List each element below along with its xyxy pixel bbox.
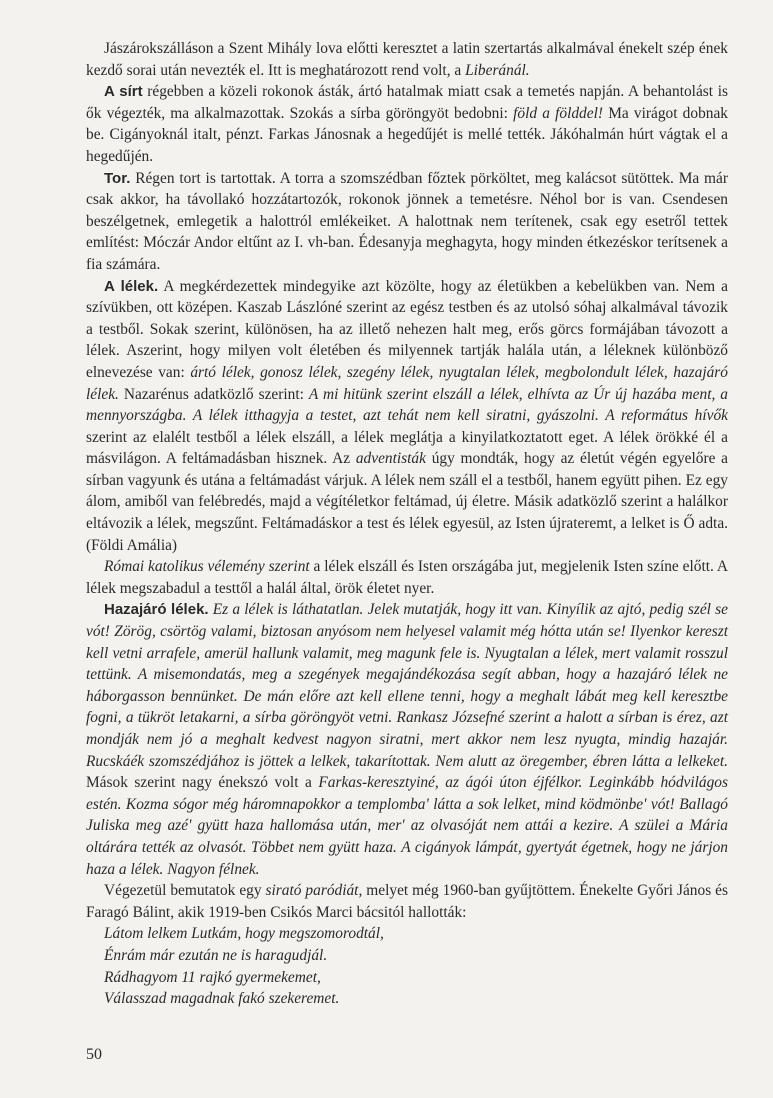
text-run: Mások szerint nagy énekszó volt a xyxy=(86,774,319,792)
verse-line: Énrám már ezután ne is haragudjál. xyxy=(104,946,328,964)
italic-text: Farkas-keresztyiné, az ágói úton éjfélkor. Leginkább hódvilágos estén. Kozma sógor még háromnapokkor a templomba' látta a sok lelket, mind ködmönbe' vót! Ballagó Juliska meg azé' gyütt haza hallomása után, mer' az olvasóját nem attái a kezire. A szülei a Mária oltárára tették az olvasót. Többet nem gyütt haza. A cigányok lámpát, gyertyát égetnek, hogy ne járjon haza a lélek. Nagyon félnek. xyxy=(86,774,728,878)
paragraph xyxy=(86,880,728,923)
italic-text: adventisták xyxy=(355,450,426,468)
text-run: melyet még 1960-ban gyűjtöttem. Énekelte Győri János és Faragó Bálint, akik 1919-ben Csikós Marci bácsitól hallották: xyxy=(86,882,728,921)
text-run: Régen tort is tartottak. A torra a szomszédban főztek pörköltet, meg kalácsot sütöttek. Ma már csak akkor, ha távollakó hozzátartozók, rokonok jönnek a temetésre. Néhol bor is van. Csendesen beszélgetnek, emlegetik a halottról emlékeiket. A halottnak nem terítenek, csak egy esetről tettek említést: Móczár Andor eltűnt az I. vh-ban. Édesanyja meghagyta, hogy minden étkezéskor terítsenek a fia számára. xyxy=(86,169,728,273)
text-run: Végezetül bemutatok egy xyxy=(104,882,266,900)
body-text xyxy=(86,38,728,1010)
paragraph xyxy=(86,276,728,557)
paragraph xyxy=(86,556,728,599)
italic-text: ártó lélek, gonosz lélek, szegény lélek, nyugtalan lélek, megbolondult lélek, hazajáró lélek. xyxy=(86,363,728,403)
section-heading: A lélek. xyxy=(104,277,159,295)
italic-text: Ez a lélek is láthatatlan. Jelek mutatják, hogy itt van. Kinyílik az ajtó, pedig szél se vót! Zörög, csörtög valami, biztosan anyósom nem helyesel valamit még hótta után se! Ilyenkor kereszt kell vetni arrafele, amerül hallunk valamit, meg magunk fele is. Nyugtalan a lélek, mert valamit rosszul tettünk. A misemondatás, meg a szegények megajándékozása segít abban, hogy a hazajáró lélek ne háborgasson bennünket. De mán előre azt kell ellene tenni, hogy a meghalt lábát meg kell keresztbe fogni, a tükröt letakarni, a sírba göröngyöt vetni. Rankasz Józsefné szerint a halott a sírban is érez, azt mondják nem jó a meghalt kedvest nagyon siratni, mert akkor nem lesz nyugta, mindig hazajár. Rucskáék szomszédjához is jöttek a lelkek, takarítottak. Nem alutt az öregember, ébren látta a lelkeket. xyxy=(86,601,728,770)
section-heading: Tor. xyxy=(104,169,131,187)
verse-line: Rádhagyom 11 rajkó gyermekemet, xyxy=(104,968,321,986)
italic-text: A mi hitünk szerint elszáll a lélek, elhívta az Úr új hazába ment, a mennyországba. A lélek itthagyja a testet, azt tehát nem kell siratni, gyászolni. A református hívők xyxy=(86,385,728,425)
verse-line: Válasszad magadnak fakó szekeremet. xyxy=(104,990,340,1008)
text-run: szerint az elalélt testből a lélek elszáll, a lélek meglátja a kinyilatkoztatott eget. A lélek örökké él a másvilágon. A feltámadásban hisznek. Az xyxy=(86,428,728,468)
italic-text: Liberánál. xyxy=(465,61,530,79)
paragraph xyxy=(86,81,728,167)
page-number: 50 xyxy=(86,1046,102,1063)
verse-line: Látom lelkem Lutkám, hogy megszomorodtál, xyxy=(104,925,384,943)
italic-text: föld a földdel! xyxy=(513,104,603,122)
text-run: A megkérdezettek mindegyike azt közölte, hogy az életükben a kebelükben van. Nem a szívükben, ott középen. Kaszab Lászlóné szerint az egész testben és az utolsó sóhaj alkalmával távozik a testből. Sokak szerint, különösen, ha az illető nehezen halt meg, erős görcs formájában távozott a lélek. Aszerint, hogy milyen volt életében és milyennek tartják halála után, a léleknek különböző elnevezése van: xyxy=(86,277,728,381)
paragraph xyxy=(86,168,728,276)
text-run: Nazarénus adatközlő szerint: xyxy=(118,385,309,403)
paragraph xyxy=(86,38,728,81)
text-run: Jászárokszálláson a Szent Mihály lova előtti keresztet a latin szertartás alkalmával énekelt szép ének kezdő sorai után nevezték el. Itt is meghatározott rend volt, a xyxy=(86,40,728,79)
text-run: úgy mondták, hogy az életút végén egyelőre a sírban vagyunk és utána a feltámadást várjuk. A lélek nem száll el a testből, hanem együtt pihen. Ez egy álom, amiből van felébredés, majd a végítéletkor feltámad, új életre. Másik adatközlő szerint a halálkor eltávozik a lélek, megszűnt. Feltámadáskor a test és lélek egyesül, az Isten újrateremt, a lelket is Ő adta. (Földi Amália) xyxy=(86,450,729,554)
paragraph xyxy=(86,599,728,880)
text-run: Ma virágot dobnak be. Cigányoknál italt, pénzt. Farkas Jánosnak a hegedűjét is mellé tették. Jákóhalmán húrt vágtak el a hegedűjén. xyxy=(86,104,728,165)
text-run: régebben a közeli rokonok ásták, ártó hatalmak miatt csak a temetés napján. A behantolást is ők végezték, ma alkalmazottak. Szokás a sírba göröngyöt bedobni: xyxy=(86,83,728,122)
italic-text: Római katolikus vélemény szerint xyxy=(104,558,310,576)
italic-text: sirató paródiát, xyxy=(265,882,363,900)
section-heading: A sírt xyxy=(104,83,143,101)
text-run: a lélek elszáll és Isten országába jut, megjelenik Isten színe előtt. A lélek megszabadul a testtől a halál által, örök életet nyer. xyxy=(86,558,728,597)
section-heading: Hazajáró lélek. xyxy=(104,601,209,619)
